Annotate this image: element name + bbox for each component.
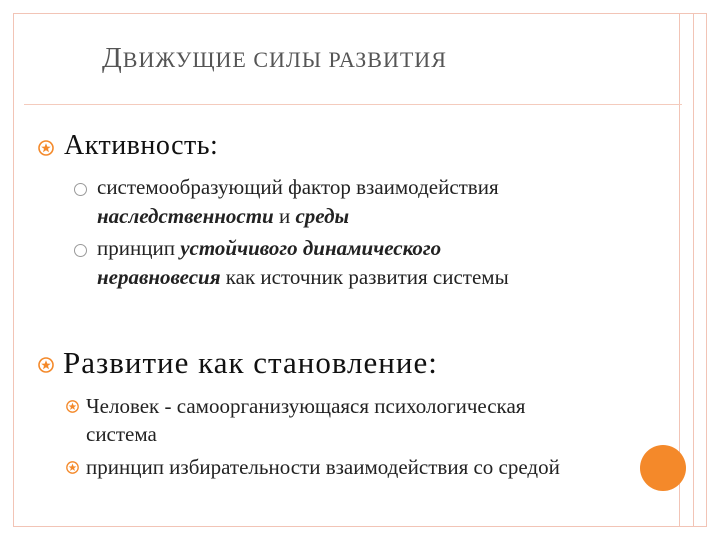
frame-side-line-outer [693,13,694,527]
list-item [86,453,560,481]
list-item-line: система [86,422,157,446]
list-item-line: системообразующий фактор взаимодействия [97,175,499,199]
slide-title [102,42,447,75]
accent-circle [640,445,686,491]
title-divider [24,104,682,105]
title-initial: Д [102,42,123,74]
frame-side-line [679,13,680,527]
list-item-line: принцип избирательности взаимодействия со средой [86,455,560,479]
section-heading-development: Развитие как становление: [63,345,438,380]
list-item-line: принцип устойчивого динамического [97,236,442,260]
section-heading-activity: Активность: [64,130,219,161]
star-bullet-icon [66,461,79,474]
list-item-line: Человек - самоорганизующаяся психологическая [86,394,526,418]
list-item-line: наследственности и среды [97,204,350,228]
list-item-line: неравновесия как источник развития системы [97,265,509,289]
list-item [86,392,525,448]
star-bullet-icon [38,140,54,156]
list-item [97,173,657,231]
star-bullet-icon [38,357,54,373]
title-rest: ВИЖУЩИЕ СИЛЫ РАЗВИТИЯ [122,47,447,72]
list-item [97,234,657,292]
star-bullet-icon [66,400,79,413]
list-bullet-icon [74,244,87,257]
list-bullet-icon [74,183,87,196]
